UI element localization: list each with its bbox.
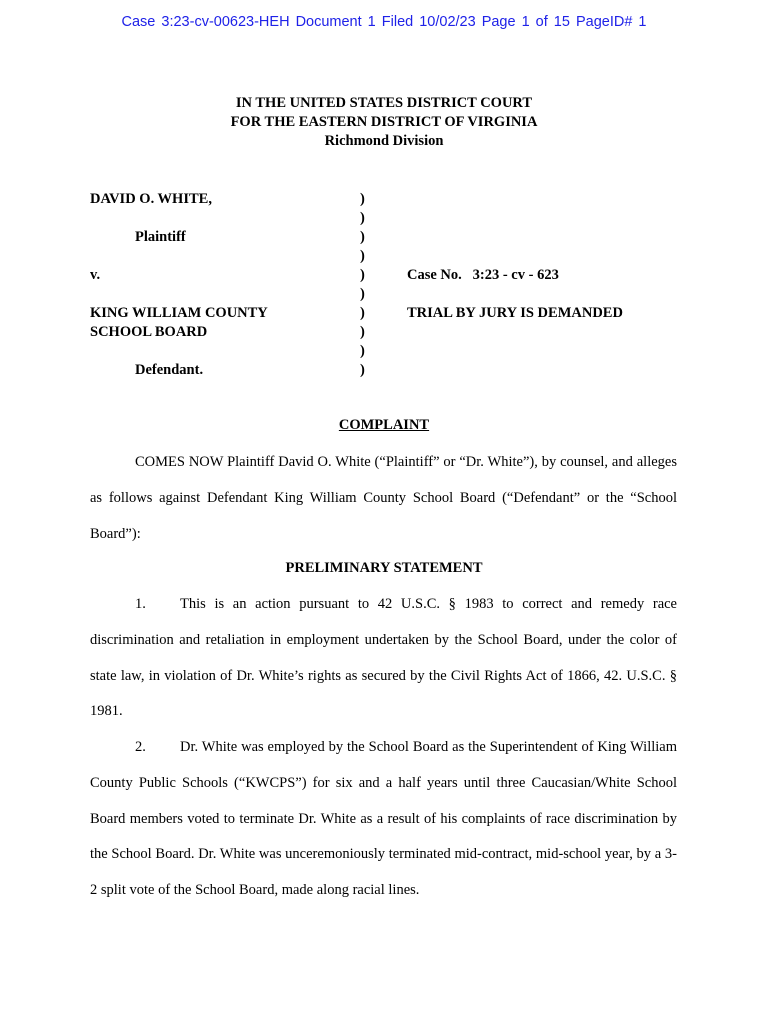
caption-paren: ) (360, 210, 365, 226)
caption-paren: ) (360, 191, 365, 207)
plaintiff-role: Plaintiff (135, 229, 186, 245)
intro-text: COMES NOW Plaintiff David O. White (“Plaintiff” or “Dr. White”), by counsel, and alleges as follows against Defendant King William County School Board (“Defendant” or the “School Board”): (90, 454, 677, 542)
caption-paren: ) (360, 343, 365, 359)
jury-demand: TRIAL BY JURY IS DEMANDED (407, 305, 623, 321)
intro-paragraph (90, 445, 677, 552)
caption-paren: ) (360, 248, 365, 264)
plaintiff-name: DAVID O. WHITE, (90, 191, 212, 207)
section-title: PRELIMINARY STATEMENT (285, 560, 483, 576)
court-line-2: FOR THE EASTERN DISTRICT OF VIRGINIA (230, 114, 538, 130)
court-heading (0, 94, 768, 151)
court-division: Richmond Division (324, 133, 444, 149)
paragraph-number: 1. (135, 596, 146, 612)
caption-paren: ) (360, 324, 365, 340)
numbered-paragraph (90, 730, 677, 909)
numbered-paragraph (90, 587, 677, 730)
versus: v. (90, 267, 101, 283)
case-header-stamp: Case 3:23-cv-00623-HEH Document 1 Filed 10/02/23 Page 1 of 15 PageID# 1 (121, 14, 647, 30)
caption-paren: ) (360, 286, 365, 302)
defendant-name-line-1: KING WILLIAM COUNTY (90, 305, 268, 321)
paragraph-text: Dr. White was employed by the School Board as the Superintendent of King William County Public Schools (“KWCPS”) for six and a half years until three Caucasian/White School Board members voted to terminate Dr. White as a result of his complaints of race discrimination by the School Board. Dr. White was unceremoniously terminated mid-contract, mid-school year, by a 3-2 split vote of the School Board, made along racial lines. (90, 739, 677, 899)
caption-paren: ) (360, 229, 365, 245)
caption-paren: ) (360, 267, 365, 283)
paragraph-number: 2. (135, 739, 146, 755)
defendant-role: Defendant. (135, 362, 204, 378)
caption-paren: ) (360, 362, 365, 378)
paragraph-text: This is an action pursuant to 42 U.S.C. § 1983 to correct and remedy race discrimination and retaliation in employment undertaken by the School Board, under the color of state law, in violation of Dr. White’s rights as secured by the Civil Rights Act of 1866, 42. U.S.C. § 1981. (90, 596, 677, 720)
court-line-1: IN THE UNITED STATES DISTRICT COURT (235, 95, 533, 111)
defendant-name-line-2: SCHOOL BOARD (90, 324, 208, 340)
caption-paren: ) (360, 305, 365, 321)
complaint-title: COMPLAINT (338, 417, 430, 433)
case-number: Case No. 3:23 - cv - 623 (407, 267, 559, 283)
